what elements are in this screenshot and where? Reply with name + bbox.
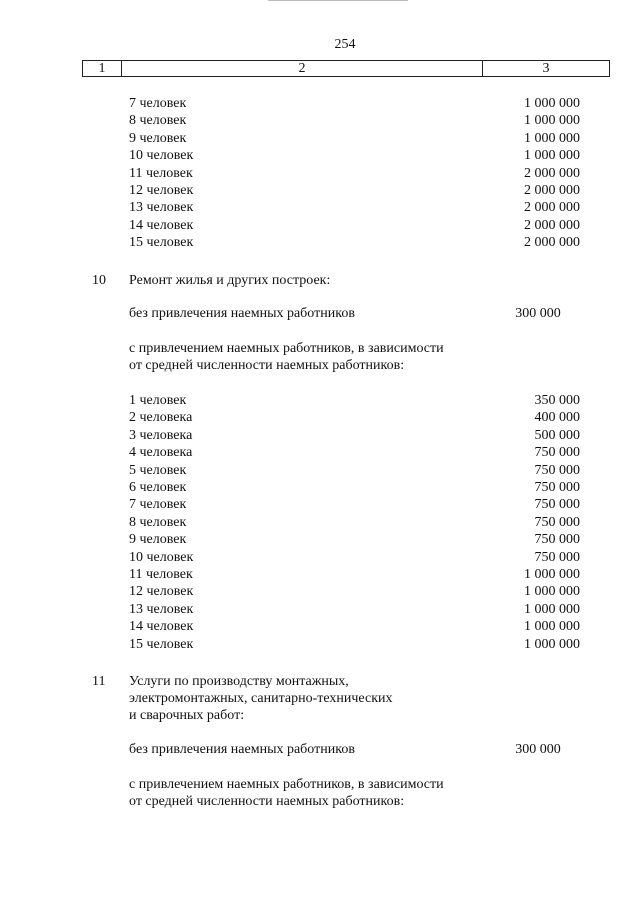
row-value: 2 000 000 — [524, 200, 580, 216]
item11-with-hired-line1: с привлечением наемных работников, в зависимости — [129, 777, 444, 792]
row-value: 1 000 000 — [524, 113, 580, 129]
row-value: 750 000 — [534, 480, 580, 495]
row-value: 750 000 — [534, 462, 580, 478]
row-label: 15 человек — [129, 235, 194, 251]
row-label: 2 человека — [129, 410, 193, 426]
row-value: 750 000 — [534, 549, 580, 565]
row-value: 500 000 — [534, 427, 580, 443]
row-value: 750 000 — [534, 514, 580, 530]
table-header — [82, 60, 610, 77]
row-label: 11 человек — [129, 165, 193, 181]
row-value: 2 000 000 — [524, 235, 580, 251]
header-col-3: 3 — [542, 61, 550, 76]
row-value: 1 000 000 — [524, 96, 580, 111]
page-number: 254 — [334, 37, 356, 52]
row-value: 750 000 — [534, 445, 580, 461]
item10-number: 10 — [92, 273, 106, 288]
item11-without-hired-label: без привлечения наемных работников — [129, 742, 355, 757]
item10-title: Ремонт жилья и других построек: — [129, 273, 331, 288]
row-label: 12 человек — [129, 183, 194, 198]
row-value: 400 000 — [534, 410, 580, 426]
header-col-2: 2 — [298, 61, 306, 76]
row-value: 350 000 — [534, 393, 580, 408]
row-label: 1 человек — [129, 393, 187, 408]
row-label: 13 человек — [129, 601, 194, 617]
item11-with-hired-line2: от средней численности наемных работников: — [129, 794, 405, 809]
row-label: 10 человек — [129, 148, 194, 164]
row-value: 1 000 000 — [524, 148, 580, 164]
row-label: 7 человек — [129, 96, 187, 111]
item10-with-hired-line2: от средней численности наемных работников: — [129, 358, 405, 373]
row-value: 1 000 000 — [524, 130, 580, 146]
item11-without-hired-value: 300 000 — [515, 742, 561, 757]
top-scan-line — [268, 0, 408, 1]
item10-without-hired-label: без привлечения наемных работников — [129, 306, 355, 321]
item10-without-hired-value: 300 000 — [515, 306, 561, 321]
row-value: 1 000 000 — [524, 601, 580, 617]
row-label: 5 человек — [129, 462, 187, 478]
row-label: 10 человек — [129, 549, 194, 565]
row-value: 1 000 000 — [524, 636, 580, 652]
row-label: 9 человек — [129, 532, 187, 548]
row-label: 14 человек — [129, 217, 194, 233]
row-label: 14 человек — [129, 619, 194, 635]
item11-title-line3: и сварочных работ: — [129, 708, 245, 723]
row-value: 750 000 — [534, 497, 580, 513]
row-label: 11 человек — [129, 567, 193, 582]
row-label: 9 человек — [129, 130, 187, 146]
row-value: 1 000 000 — [524, 567, 580, 582]
row-value: 1 000 000 — [524, 584, 580, 600]
row-value: 750 000 — [534, 532, 580, 548]
row-label: 15 человек — [129, 636, 194, 652]
row-label: 7 человек — [129, 497, 187, 513]
header-col-1: 1 — [98, 61, 106, 76]
item11-number: 11 — [92, 674, 106, 689]
row-value: 2 000 000 — [524, 165, 580, 181]
item10-with-hired-line1: с привлечением наемных работников, в зависимости — [129, 341, 444, 356]
row-label: 8 человек — [129, 514, 187, 530]
row-label: 6 человек — [129, 480, 187, 495]
item11-title-line1: Услуги по производству монтажных, — [129, 674, 349, 689]
row-value: 2 000 000 — [524, 217, 580, 233]
row-value: 1 000 000 — [524, 619, 580, 635]
item11-title-line2: электромонтажных, санитарно-технических — [129, 691, 393, 706]
row-value: 2 000 000 — [524, 183, 580, 198]
row-label: 3 человека — [129, 427, 193, 443]
row-label: 4 человека — [129, 445, 193, 461]
row-label: 8 человек — [129, 113, 187, 129]
row-label: 12 человек — [129, 584, 194, 600]
row-label: 13 человек — [129, 200, 194, 216]
